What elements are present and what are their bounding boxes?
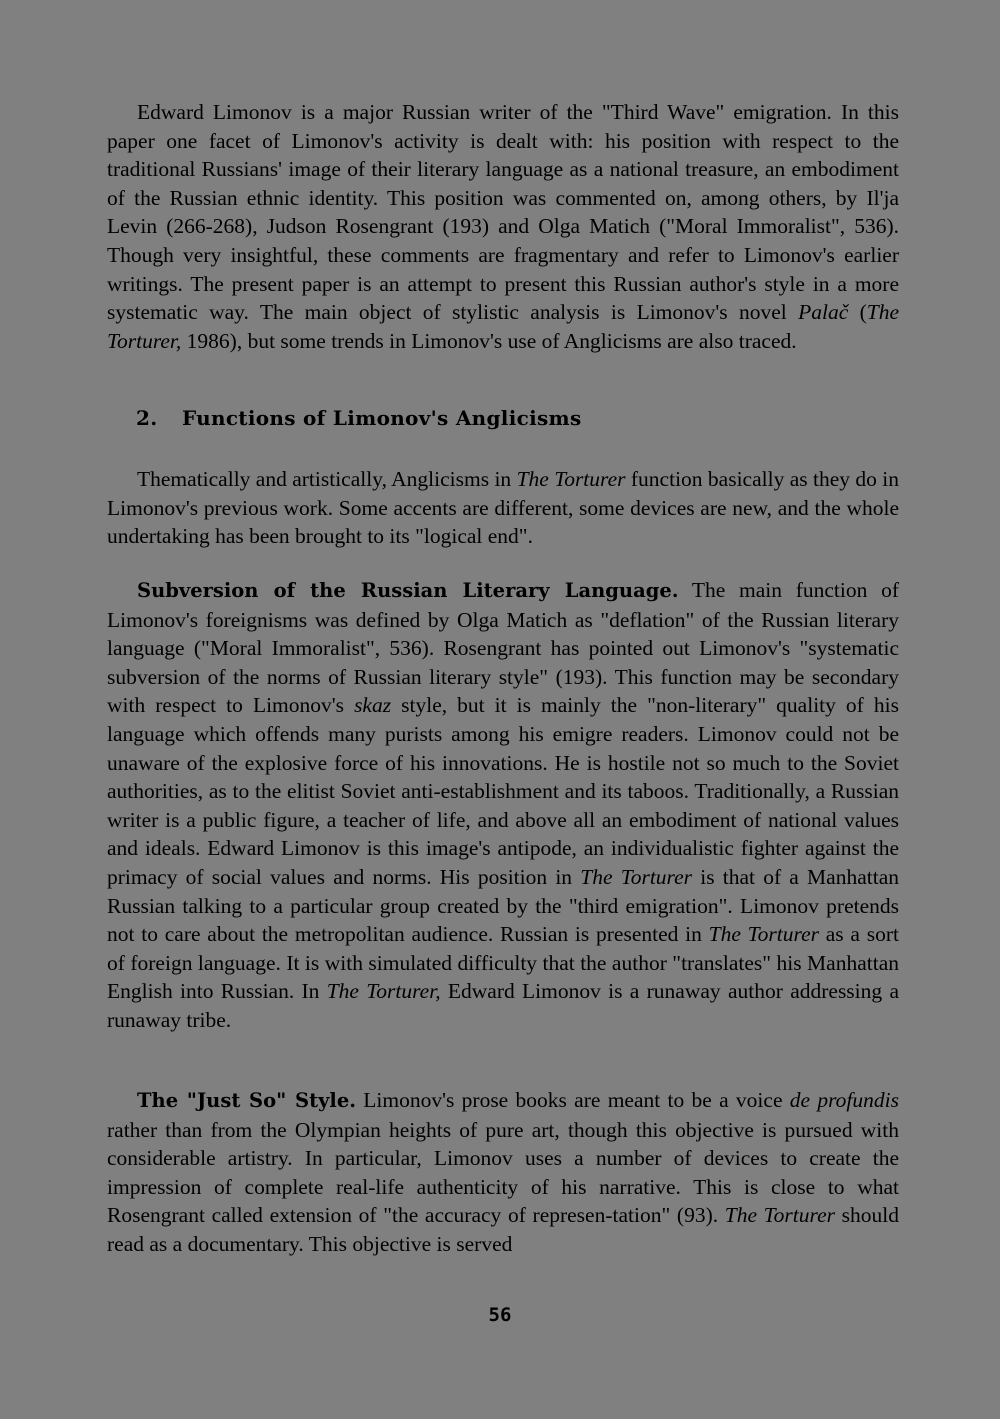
novel-title-english: The Torturer, — [107, 300, 899, 353]
subversion-heading: Subversion of the Russian Literary Language. — [137, 579, 679, 602]
just-so-text-1: Limonov's prose books are meant to be a voice — [356, 1088, 790, 1112]
intro-paragraph — [107, 98, 899, 355]
intro-text-2: ( — [848, 300, 867, 325]
functions-text-1: Thematically and artistically, Anglicisms in — [137, 467, 517, 491]
just-so-text-2: rather than from the Olympian heights of pure art, though this objective is pursued with considerable artistry. In particular, Limonov uses a number of devices to create the impression of complete real-life authenticity of his narrative. This is close to what Rosengrant called extension of "the accuracy of represen-tation" (93). — [107, 1117, 899, 1228]
intro-text-3: 1986), but some trends in Limonov's use of Anglicisms are also traced. — [181, 328, 797, 353]
functions-text-2: function basically as they do in Limonov's previous work. Some accents are different, some devices are new, and the whole undertaking has been brought to its "logical end". — [107, 467, 900, 549]
just-so-text-3: should read as a documentary. This objective is served — [107, 1203, 899, 1256]
subversion-paragraph — [107, 576, 899, 1035]
functions-paragraph — [107, 465, 899, 551]
functions-title: The Torturer — [516, 467, 626, 491]
just-so-paragraph — [107, 1086, 899, 1259]
subversion-title-2: The Torturer — [708, 922, 819, 947]
skaz-term: skaz — [354, 693, 392, 718]
just-so-heading: The "Just So" Style. — [137, 1089, 357, 1112]
intro-text-1: Edward Limonov is a major Russian writer of the "Third Wave" emigration. In this paper one facet of Limonov's activity is dealt with: his position with respect to the traditional Russians' image of their literary language as a national treasure, an embodiment of the Russian ethnic identity. This position was commented on, among others, by Il'ja Levin (266-268), Judson Rosengrant (193) and Olga Matich ("Moral Immoralist", 536). Though very insightful, these comments are fragmentary and refer to Limonov's earlier writings. The present paper is an attempt to present this Russian author's style in a more systematic way. The main object of stylistic analysis is Limonov's novel — [107, 100, 899, 325]
section-number: 2. — [136, 406, 158, 430]
subversion-text-5: Edward Limonov is a runaway author addressing a runaway tribe. — [107, 979, 899, 1032]
section-title: Functions of Limonov's Anglicisms — [182, 406, 582, 430]
subversion-text-4: as a sort of foreign language. It is with simulated difficulty that the author "translates" his Manhattan English into Russian. In — [107, 922, 899, 1004]
just-so-title: The Torturer — [724, 1203, 835, 1228]
page-number: 56 — [488, 1304, 512, 1326]
subversion-title-1: The Torturer — [580, 864, 693, 889]
subversion-text-3: is that of a Manhattan Russian talking to a particular group created by the "third emigration". Limonov pretends not to care about the metropolitan audience. Russian is presented in — [107, 864, 899, 947]
subversion-title-3: The Torturer, — [326, 979, 441, 1004]
section-heading — [136, 406, 582, 430]
subversion-text-1: The main function of Limonov's foreignisms was defined by Olga Matich as "deflation" of the Russian literary language ("Moral Immoralist", 536). Rosengrant has pointed out Limonov's "systematic subversion of the norms of Russian literary style" (193). This function may be secondary with respect to Limonov's — [107, 578, 899, 718]
subversion-text-2: style, but it is mainly the "non-literary" quality of his language which offends many purists among his emigre readers. Limonov could not be unaware of the explosive force of his innovations. He is hostile not so much to the Soviet authorities, as to the elitist Soviet anti-establishment and its taboos. Traditionally, a Russian writer is a public figure, a teacher of life, and above all an embodiment of national values and ideals. Edward Limonov is this image's antipode, an individualistic fighter against the primacy of social values and norms. His position in — [107, 693, 899, 889]
novel-title-russian: Palač — [798, 300, 849, 325]
de-profundis-term: de profundis — [789, 1088, 899, 1112]
